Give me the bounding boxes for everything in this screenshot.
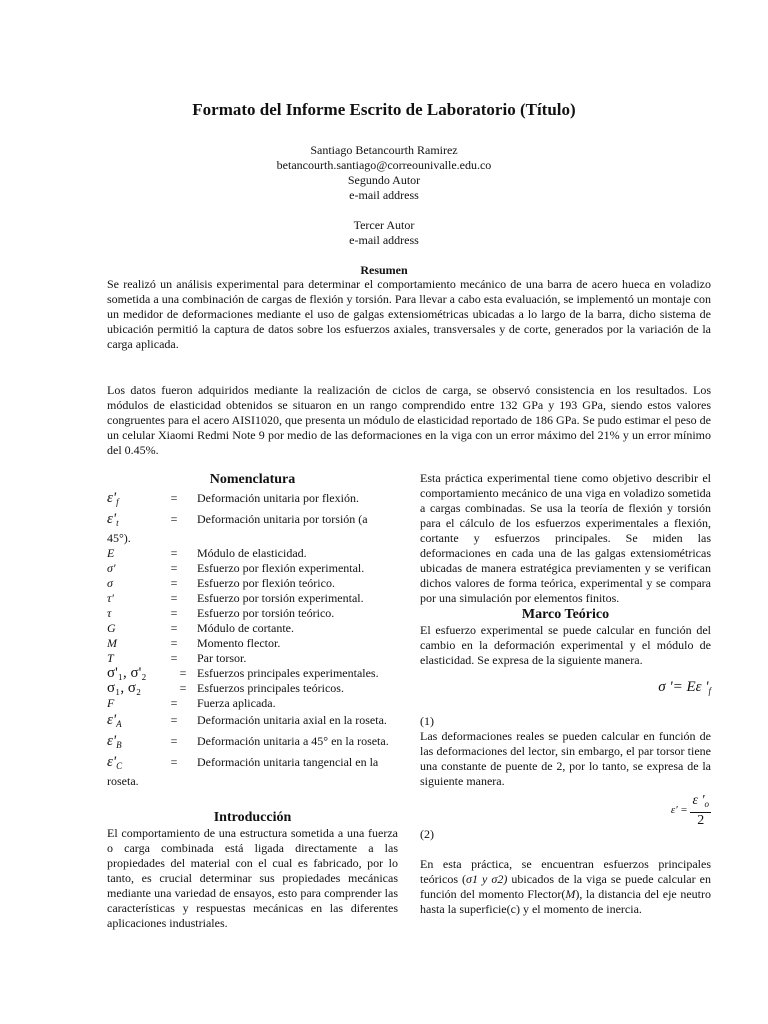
nomenclature-definition: Módulo de elasticidad. — [197, 546, 307, 560]
equation-2-fraction — [690, 793, 711, 828]
nomenclature-symbol-main: σ'₁, σ'₂ — [107, 665, 147, 681]
nomenclature-symbol — [107, 621, 151, 636]
theory-paragraph-3 — [420, 857, 711, 917]
nomenclature-definition-continued: 45°). — [107, 531, 131, 545]
nomenclature-equals: = — [170, 621, 178, 635]
nomenclature-symbol — [107, 561, 151, 576]
nomenclature-symbol-main: E — [107, 546, 115, 560]
left-column — [107, 471, 398, 931]
nomenclature-symbol — [107, 576, 151, 591]
nomenclature-symbol-subscript: B — [116, 740, 122, 750]
equation-2-label: (2) — [420, 827, 434, 841]
nomenclature-definition: Deformación unitaria por flexión. — [197, 491, 359, 505]
nomenclature-equals: = — [170, 546, 178, 560]
nomenclature-symbol-subscript: f — [116, 497, 119, 507]
nomenclature-definition: Momento flector. — [197, 636, 281, 650]
nomenclature-heading: Nomenclatura — [209, 472, 296, 487]
nomenclature-definition: Esfuerzo por flexión teórico. — [197, 576, 335, 590]
nomenclature-symbol-subscript: C — [116, 761, 123, 771]
nomenclature-symbol — [107, 491, 151, 510]
nomenclature-row — [107, 512, 398, 531]
nomenclature-row — [107, 755, 398, 774]
nomenclature-definition: Deformación unitaria por torsión (a — [197, 512, 368, 526]
nomenclature-symbol — [107, 546, 151, 561]
author-1-email: betancourth.santiago@correounivalle.edu.co — [276, 158, 492, 172]
author-gap — [0, 203, 768, 218]
nomenclature-list — [107, 491, 398, 789]
abstract-paragraph-1 — [107, 277, 711, 352]
author-block — [0, 143, 768, 248]
nomenclature-row — [107, 621, 398, 636]
author-3-name: Tercer Autor — [353, 218, 415, 232]
nomenclature-symbol-subscript: t — [116, 518, 119, 528]
nomenclature-symbol-main: σ — [107, 576, 113, 590]
nomenclature-symbol — [107, 713, 151, 732]
equation-2-numerator — [690, 793, 711, 813]
nomenclature-symbol-main: ε' — [107, 511, 117, 527]
nomenclature-row — [107, 546, 398, 561]
nomenclature-symbol-main: τ' — [107, 591, 114, 605]
nomenclature-symbol — [107, 681, 169, 696]
nomenclature-symbol — [107, 651, 151, 666]
theory-p3-part-a: En esta práctica, se encuentran esfuerzos principales teóricos ( — [420, 857, 711, 886]
equation-1-lhs: σ '= Eε ' — [658, 679, 709, 695]
nomenclature-definition: Esfuerzo por torsión experimental. — [197, 591, 364, 605]
intro-text: El comportamiento de una estructura sometida a una fuerza o carga combinada está ligada directamente a las propiedades del material con el cual es fabricado, por lo tanto, es crucial determinar sus propiedades mecánicas mediante una variedad de ensayos, esto para comprender las características y respuestas mecánicas en las diferentes aplicaciones industriales. — [107, 826, 398, 930]
nomenclature-symbol — [107, 696, 151, 711]
nomenclature-equals: = — [170, 713, 178, 727]
equation-2 — [420, 793, 711, 827]
author-1-name: Santiago Betancourth Ramirez — [310, 143, 458, 157]
nomenclature-definition: Módulo de cortante. — [197, 621, 294, 635]
theory-heading: Marco Teórico — [521, 607, 610, 622]
author-2-email: e-mail address — [349, 188, 419, 202]
nomenclature-symbol-main: ε' — [107, 733, 117, 749]
nomenclature-definition: Deformación unitaria axial en la roseta. — [197, 713, 387, 727]
nomenclature-symbol-main: ε' — [107, 712, 117, 728]
nomenclature-row — [107, 681, 398, 696]
nomenclature-symbol-subscript: A — [116, 719, 122, 729]
abstract-heading: Resumen — [360, 263, 408, 277]
equation-2-lhs: ε' = — [670, 804, 688, 816]
nomenclature-symbol — [107, 734, 151, 753]
nomenclature-equals: = — [170, 755, 178, 769]
nomenclature-equals: = — [170, 512, 178, 526]
nomenclature-symbol-main: M — [107, 636, 117, 650]
theory-paragraph-1: El esfuerzo experimental se puede calcular en función del cambio en la deformación experimental y el módulo de elasticidad. Se expresa de la siguiente manera. — [420, 623, 711, 667]
nomenclature-definition-continued: roseta. — [107, 774, 139, 788]
nomenclature-equals: = — [170, 696, 178, 710]
theory-paragraph-2: Las deformaciones reales se pueden calcular en función de las deformaciones del lector, sin embargo, el par torsor tiene una constante de puente de 2, por lo tanto, se expresa de la siguiente manera. — [420, 729, 711, 788]
equation-2-formula — [671, 793, 711, 828]
nomenclature-row — [107, 666, 398, 681]
nomenclature-symbol-main: T — [107, 651, 114, 665]
abstract-text-1: Se realizó un análisis experimental para determinar el comportamiento mecánico de una barra de acero hueca en voladizo sometida a una combinación de cargas de flexión y torsión. Para llevar a cabo esta evaluación, se implementó un montaje con un medidor de deformaciones mediante el uso de galgas extensiométricas ubicadas a lo largo de la barra, dicho sistema de ubicación permitió la captura de datos sobre los esfuerzos axiales, transversales y de corte, generados por la variación de la carga aplicada. — [107, 277, 711, 351]
abstract-text-2: Los datos fueron adquiridos mediante la realización de ciclos de carga, se observó consistencia en los resultados. Los módulos de elasticidad obtenidos se situaron en un rango comprendido entre 132 GPa y 193 GPa, siendo estos valores congruentes para el acero AISI1020, que presenta un módulo de elasticidad reportado de 186 GPa. Se pudo estimar el peso de un celular Xiaomi Redmi Note 9 por medio de las deformaciones en la viga con un error máximo del 21% y un error mínimo del 0.45%. — [107, 383, 711, 457]
nomenclature-symbol-main: ε' — [107, 754, 117, 770]
nomenclature-equals: = — [170, 606, 178, 620]
theory-p3-moment-symbol: M — [565, 887, 576, 901]
nomenclature-symbol — [107, 512, 151, 531]
nomenclature-row — [107, 606, 398, 621]
nomenclature-row — [107, 696, 398, 711]
nomenclature-definition: Fuerza aplicada. — [197, 696, 276, 710]
nomenclature-equals: = — [170, 591, 178, 605]
nomenclature-equals: = — [179, 681, 187, 695]
nomenclature-symbol — [107, 591, 151, 606]
nomenclature-symbol-main: G — [107, 621, 116, 635]
nomenclature-row — [107, 636, 398, 651]
nomenclature-definition: Esfuerzo por torsión teórico. — [197, 606, 335, 620]
theory-p3-part-b: ubicados de la viga se puede calcular en función del momento Flector( — [420, 872, 712, 901]
nomenclature-row — [107, 491, 398, 510]
nomenclature-row — [107, 734, 398, 753]
nomenclature-symbol — [107, 606, 151, 621]
equation-2-numerator-symbol: ε ' — [692, 793, 705, 808]
nomenclature-symbol-main: F — [107, 696, 115, 710]
intro-heading: Introducción — [213, 810, 292, 825]
nomenclature-symbol — [107, 636, 151, 651]
nomenclature-row — [107, 651, 398, 666]
nomenclature-row — [107, 561, 398, 576]
nomenclature-equals: = — [170, 491, 178, 505]
author-2-name: Segundo Autor — [347, 173, 421, 187]
nomenclature-symbol — [107, 666, 169, 681]
nomenclature-definition: Deformación unitaria a 45° en la roseta. — [197, 734, 389, 748]
nomenclature-symbol-main: σ' — [107, 561, 116, 575]
nomenclature-definition: Deformación unitaria tangencial en la — [197, 755, 379, 769]
nomenclature-equals: = — [179, 666, 187, 680]
nomenclature-equals: = — [170, 651, 178, 665]
theory-p3-part-c: ), la distancia del eje neutro hasta la superficie(c) y el momento de inercia. — [420, 887, 711, 916]
nomenclature-equals: = — [170, 636, 178, 650]
nomenclature-definition: Esfuerzo por flexión experimental. — [197, 561, 365, 575]
equation-1-label: (1) — [420, 714, 434, 728]
nomenclature-equals: = — [170, 561, 178, 575]
nomenclature-definition: Esfuerzos principales teóricos. — [197, 681, 344, 695]
theory-p3-symbols: σ1 y σ2) — [466, 872, 508, 886]
document-title: Formato del Informe Escrito de Laboratorio (Título) — [192, 100, 576, 119]
equation-1 — [420, 680, 711, 714]
nomenclature-symbol-main: σ₁, σ₂ — [107, 680, 142, 696]
nomenclature-symbol-main: τ — [107, 606, 112, 620]
nomenclature-symbol — [107, 755, 151, 774]
equation-1-subscript: f — [708, 686, 711, 696]
right-column — [420, 471, 711, 917]
equation-2-numerator-subscript: o — [704, 799, 709, 809]
nomenclature-row — [107, 591, 398, 606]
nomenclature-definition: Par torsor. — [197, 651, 247, 665]
nomenclature-equals: = — [170, 576, 178, 590]
nomenclature-equals: = — [170, 734, 178, 748]
nomenclature-row — [107, 713, 398, 732]
abstract-paragraph-2 — [107, 383, 711, 458]
nomenclature-symbol-main: ε' — [107, 490, 117, 506]
equation-1-formula — [658, 680, 711, 699]
equation-2-denominator: 2 — [697, 813, 705, 828]
objective-text: Esta práctica experimental tiene como objetivo describir el comportamiento mecánico de una viga en voladizo sometida a cargas combinadas. Se usa la teoría de flexión y torsión para el cálculo de los esfuerzos experimentales a flexión, cortante y esfuerzos principales. Se miden las deformaciones en cada una de las galgas extensiométricas ubicadas de manera estratégica previamenten y se verifican dichos valores de forma teórica, experimental y se compara por una simulación por elementos finitos. — [420, 471, 711, 605]
nomenclature-definition: Esfuerzos principales experimentales. — [197, 666, 379, 680]
author-3-email: e-mail address — [349, 233, 419, 247]
nomenclature-row — [107, 576, 398, 591]
